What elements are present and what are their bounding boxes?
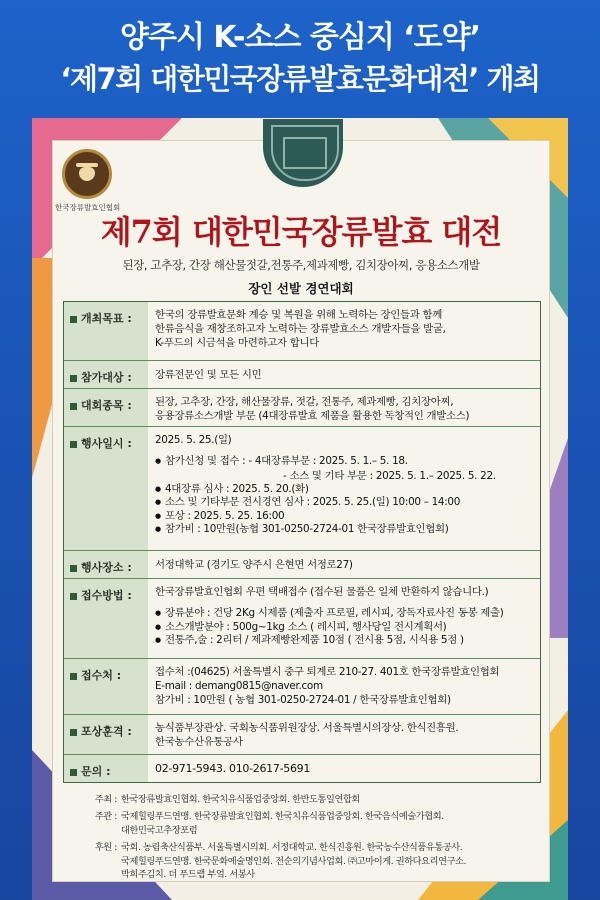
list-item: ● 전통주,술 : 2리터 / 제과제빵완제품 10점 ( 전시용 5점, 시식용 5점 ) (155, 634, 534, 648)
poster-subtitle2: 장인 선발 경연대회 (248, 281, 354, 296)
row-line: 한국농수산유통공사 (155, 736, 243, 748)
poster-footer (85, 789, 525, 881)
poster-title: 제7회 대한민국장류발효 대전 (100, 213, 502, 251)
list-item: ● 소스 및 기타부문 전시경연 심사 : 2025. 5. 25.(일) 10:00 – 14:00 (155, 496, 534, 510)
square-bullet-icon (70, 375, 77, 382)
row-content (148, 389, 540, 427)
table-row-awards (64, 714, 540, 755)
row-line: 한국장류발효인협회 우편 택배접수 (접수된 물품은 일체 반환하지 않습니다.) (155, 586, 489, 598)
contact-email: E-mail : demang0815@naver.com (155, 680, 323, 692)
schedule-list (155, 455, 534, 537)
row-label-text: 포상훈격 : (81, 725, 132, 738)
row-line: 장류전문인 및 모든 시민 (155, 369, 262, 381)
info-table (63, 301, 541, 783)
square-bullet-icon (70, 673, 77, 680)
footer-row-host (85, 793, 525, 806)
table-row-goal (64, 302, 540, 360)
row-label (64, 302, 148, 360)
event-poster (32, 118, 568, 900)
row-label-text: 행사일시 : (81, 437, 132, 450)
row-line: 서정대학교 (경기도 양주시 은현면 서정로27) (155, 559, 353, 571)
footer-row-sponsor (85, 841, 525, 881)
row-label (64, 659, 148, 715)
ornament-icon (263, 119, 343, 187)
table-row-inquiry (64, 754, 540, 782)
row-content (148, 551, 540, 579)
row-label-text: 참가대상 : (81, 371, 132, 384)
table-row-participants (64, 360, 540, 389)
row-line: 참가비 : 10만원 ( 농협 301-0250-2724-01 / 한국장류발효인협회) (155, 694, 451, 706)
square-bullet-icon (70, 729, 77, 736)
poster-subtitle: 된장, 고추장, 간장 해산물젓갈,전통주,제과제빵, 김치장아찌, 응용소스개발 (122, 258, 480, 272)
association-logo-icon (62, 149, 112, 199)
footer-value (117, 793, 525, 806)
table-row-submission-method (64, 578, 540, 659)
row-content (148, 427, 540, 551)
footer-value (117, 841, 525, 881)
row-label (64, 551, 148, 579)
row-label-text: 행사장소 : (81, 561, 132, 574)
square-bullet-icon (70, 593, 77, 600)
row-content (148, 715, 540, 755)
row-label (64, 361, 148, 389)
list-item-continuation: - 소스 및 기타 부문 : 2025. 5. 1.– 2025. 5. 22. (283, 469, 496, 482)
table-row-categories (64, 388, 540, 427)
table-row-reception (64, 658, 540, 715)
list-item: ● 참가비 : 10만원(농협 301-0250-2724-01 한국장류발효인협회) (155, 523, 534, 537)
footer-line: 한국장류발효인협회. 한국치유식품업중앙회. 한반도통일연합회 (121, 794, 360, 805)
footer-line: 대한민국고추장포럼 (121, 824, 198, 836)
list-item: ● 4대장류 심사 : 2025. 5. 20.(화) (155, 483, 534, 497)
footer-line: 국제힐링푸드연맹. 한국장류발효인협회. 한국치유식품업중앙회. 한국음식예술가협회. (121, 811, 444, 823)
footer-line: 국회. 농림축산식품부. 서울특별시의회. 서정대학교. 한식진흥원. 한국농수산식품유통공사. (121, 842, 463, 854)
row-line: 한류음식을 재창조하고자 노력하는 장류발효소스 개발자들을 발굴, (155, 323, 446, 335)
footer-row-organizer (85, 810, 525, 837)
list-item: ● 포상 : 2025. 5. 25. 16:00 (155, 510, 534, 524)
square-bullet-icon (70, 565, 77, 572)
headline (0, 18, 600, 100)
headline-line1: 양주시 K-소스 중심지 ‘도약’ (119, 20, 481, 55)
table-row-venue (64, 550, 540, 579)
row-content (148, 361, 540, 389)
row-label-text: 대회종목 : (81, 399, 132, 412)
square-bullet-icon (70, 316, 77, 323)
headline-line2: ‘제7회 대한민국장류발효문화대전’ 개최 (60, 62, 540, 96)
row-content (148, 755, 540, 782)
row-line: 한국의 장류발효문화 계승 및 복원을 위해 노력하는 장인들과 함께 (155, 309, 442, 321)
square-bullet-icon (70, 403, 77, 410)
row-label-text: 접수방법 : (81, 589, 132, 602)
association-logo-text: 한국장류발효인협회 (55, 203, 121, 212)
square-bullet-icon (70, 769, 77, 776)
footer-label: 후원 : (94, 842, 117, 854)
table-row-schedule (64, 426, 540, 551)
row-content (148, 302, 540, 360)
row-line: 된장, 고추장, 간장, 해산물장류, 젓갈, 전통주, 제과제빵, 김치장아찌, (155, 396, 454, 408)
footer-line: 국제힐링푸드연맹. 한국문화예술명인회. 전순의기념사업회. ㈜고마이게. 권하다요리연구소. (121, 855, 467, 867)
row-line: 응용장류소스개발 부문 (4대장류발효 제품을 활용한 독창적인 개발소스) (155, 410, 470, 422)
square-bullet-icon (70, 441, 77, 448)
row-line: 2025. 5. 25.(일) (155, 434, 232, 446)
row-label (64, 715, 148, 755)
row-label (64, 755, 148, 782)
row-line: 접수처 :(04625) 서울특별시 중구 퇴계로 210-27. 401호 한국장류발효인협회 (155, 666, 500, 678)
row-label (64, 579, 148, 659)
row-label-text: 문의 : (81, 765, 111, 778)
row-label-text: 접수처 : (81, 669, 122, 682)
row-content (148, 659, 540, 715)
footer-value (117, 810, 525, 837)
row-label-text: 개최목표 : (81, 312, 132, 325)
row-label (64, 427, 148, 551)
row-label (64, 389, 148, 427)
footer-label: 주최 : (94, 794, 117, 805)
list-item: ● 장류분야 : 건당 2Kg 시제품 (제출자 프로필, 레시피, 장독자료사진 동봉 제출) (155, 607, 534, 621)
contact-phone: 02-971-5943. 010-2617-5691 (155, 762, 311, 775)
row-line: K-푸드의 시금석을 마련하고자 합니다 (155, 337, 319, 349)
row-line: 농식품부장관상. 국회농식품위원장상. 서울특별시의장상. 한식진흥원. (155, 722, 459, 734)
list-item: ● 소스개발분야 : 500g~1kg 소스 ( 레시피, 행사당일 전시계획서) (155, 621, 534, 635)
poster-panel (52, 140, 550, 882)
submission-list (155, 607, 534, 648)
footer-label: 주관 : (94, 811, 117, 823)
list-item: ● 참가신청 및 접수 : - 4대장류부문 : 2025. 5. 1.– 5. 18. (155, 455, 534, 469)
row-content (148, 579, 540, 659)
footer-line: 박희주김치. 더 푸드랩 부엌. 서봉사 (121, 869, 255, 881)
